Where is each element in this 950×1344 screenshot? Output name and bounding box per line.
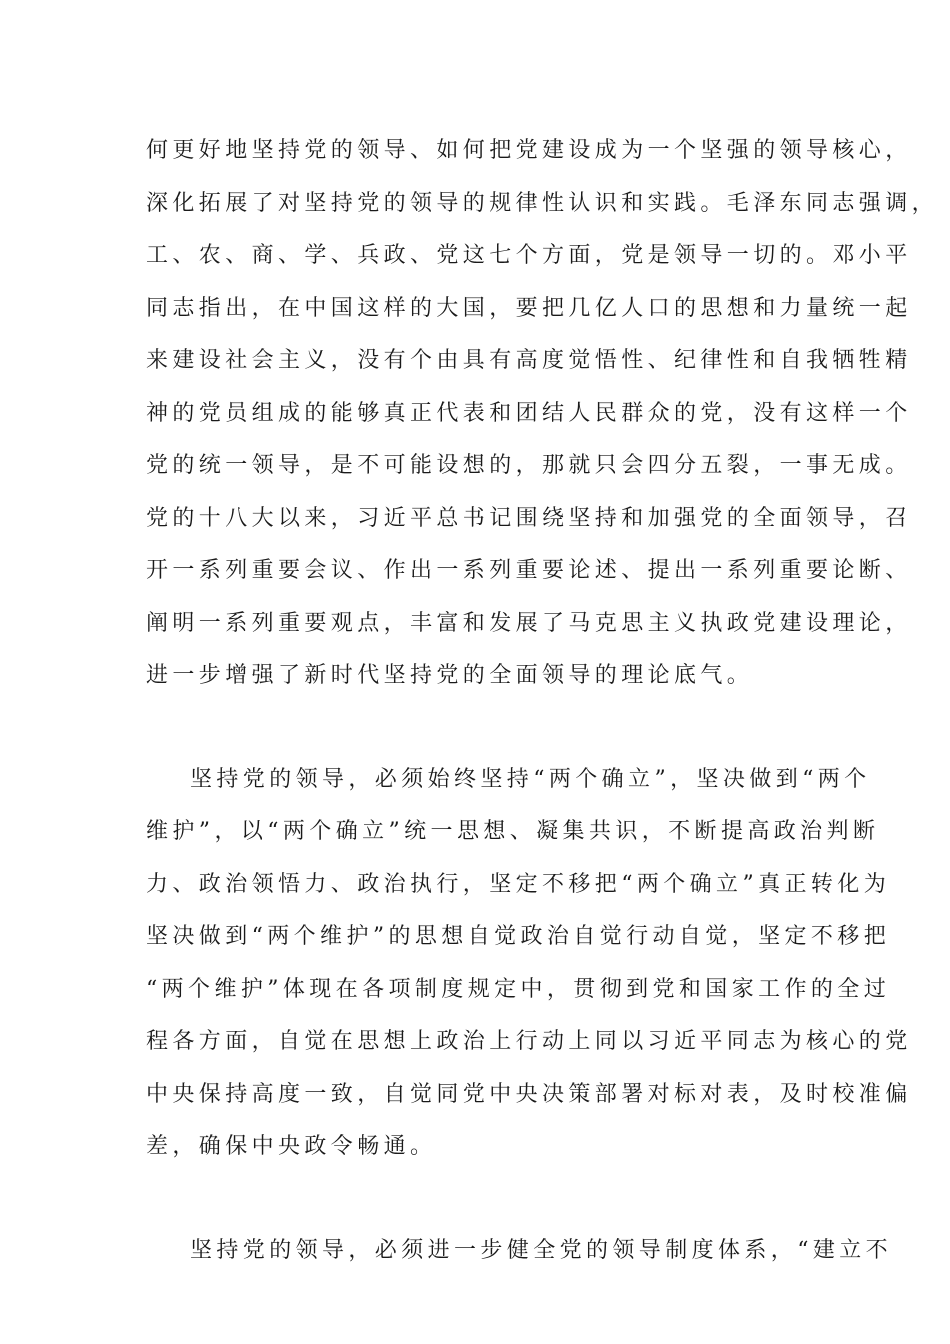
text-line: 坚决做到“两个维护”的思想自觉政治自觉行动自觉，坚定不移把: [146, 924, 891, 949]
text-line: 坚持党的领导，必须进一步健全党的领导制度体系，“建立不: [190, 1238, 893, 1263]
text-line: 工、农、商、学、兵政、党这七个方面，党是领导一切的。邓小平: [146, 243, 912, 268]
text-line: 深化拓展了对坚持党的领导的规律性认识和实践。毛泽东同志强调，: [146, 191, 939, 216]
text-line: “两个维护”体现在各项制度规定中，贯彻到党和国家工作的全过: [146, 977, 891, 1002]
text-line: 进一步增强了新时代坚持党的全面领导的理论底气。: [146, 663, 754, 688]
text-line: 坚持党的领导，必须始终坚持“两个确立”，坚决做到“两个: [190, 767, 871, 792]
text-line: 何更好地坚持党的领导、如何把党建设成为一个坚强的领导核心，: [146, 138, 912, 163]
text-line: 党的统一领导，是不可能设想的，那就只会四分五裂，一事无成。: [146, 453, 912, 478]
text-line: 神的党员组成的能够真正代表和团结人民群众的党，没有这样一个: [146, 401, 912, 426]
text-line: 维护”，以“两个确立”统一思想、凝集共识，不断提高政治判断: [146, 819, 880, 844]
text-line: 来建设社会主义，没有个由具有高度觉悟性、纪律性和自我牺牲精: [146, 348, 912, 373]
text-line: 中央保持高度一致，自觉同党中央决策部署对标对表，及时校准偏: [146, 1082, 912, 1107]
text-line: 阐明一系列重要观点，丰富和发展了马克思主义执政党建设理论，: [146, 611, 912, 636]
text-line: 开一系列重要会议、作出一系列重要论述、提出一系列重要论断、: [146, 558, 912, 583]
text-line: 程各方面，自觉在思想上政治上行动上同以习近平同志为核心的党: [146, 1029, 912, 1054]
text-line: 差，确保中央政令畅通。: [146, 1134, 437, 1159]
text-line: 同志指出，在中国这样的大国，要把几亿人口的思想和力量统一起: [146, 296, 912, 321]
text-line: 党的十八大以来，习近平总书记围绕坚持和加强党的全面领导，召: [146, 506, 912, 531]
text-line: 力、政治领悟力、政治执行，坚定不移把“两个确立”真正转化为: [146, 872, 891, 897]
